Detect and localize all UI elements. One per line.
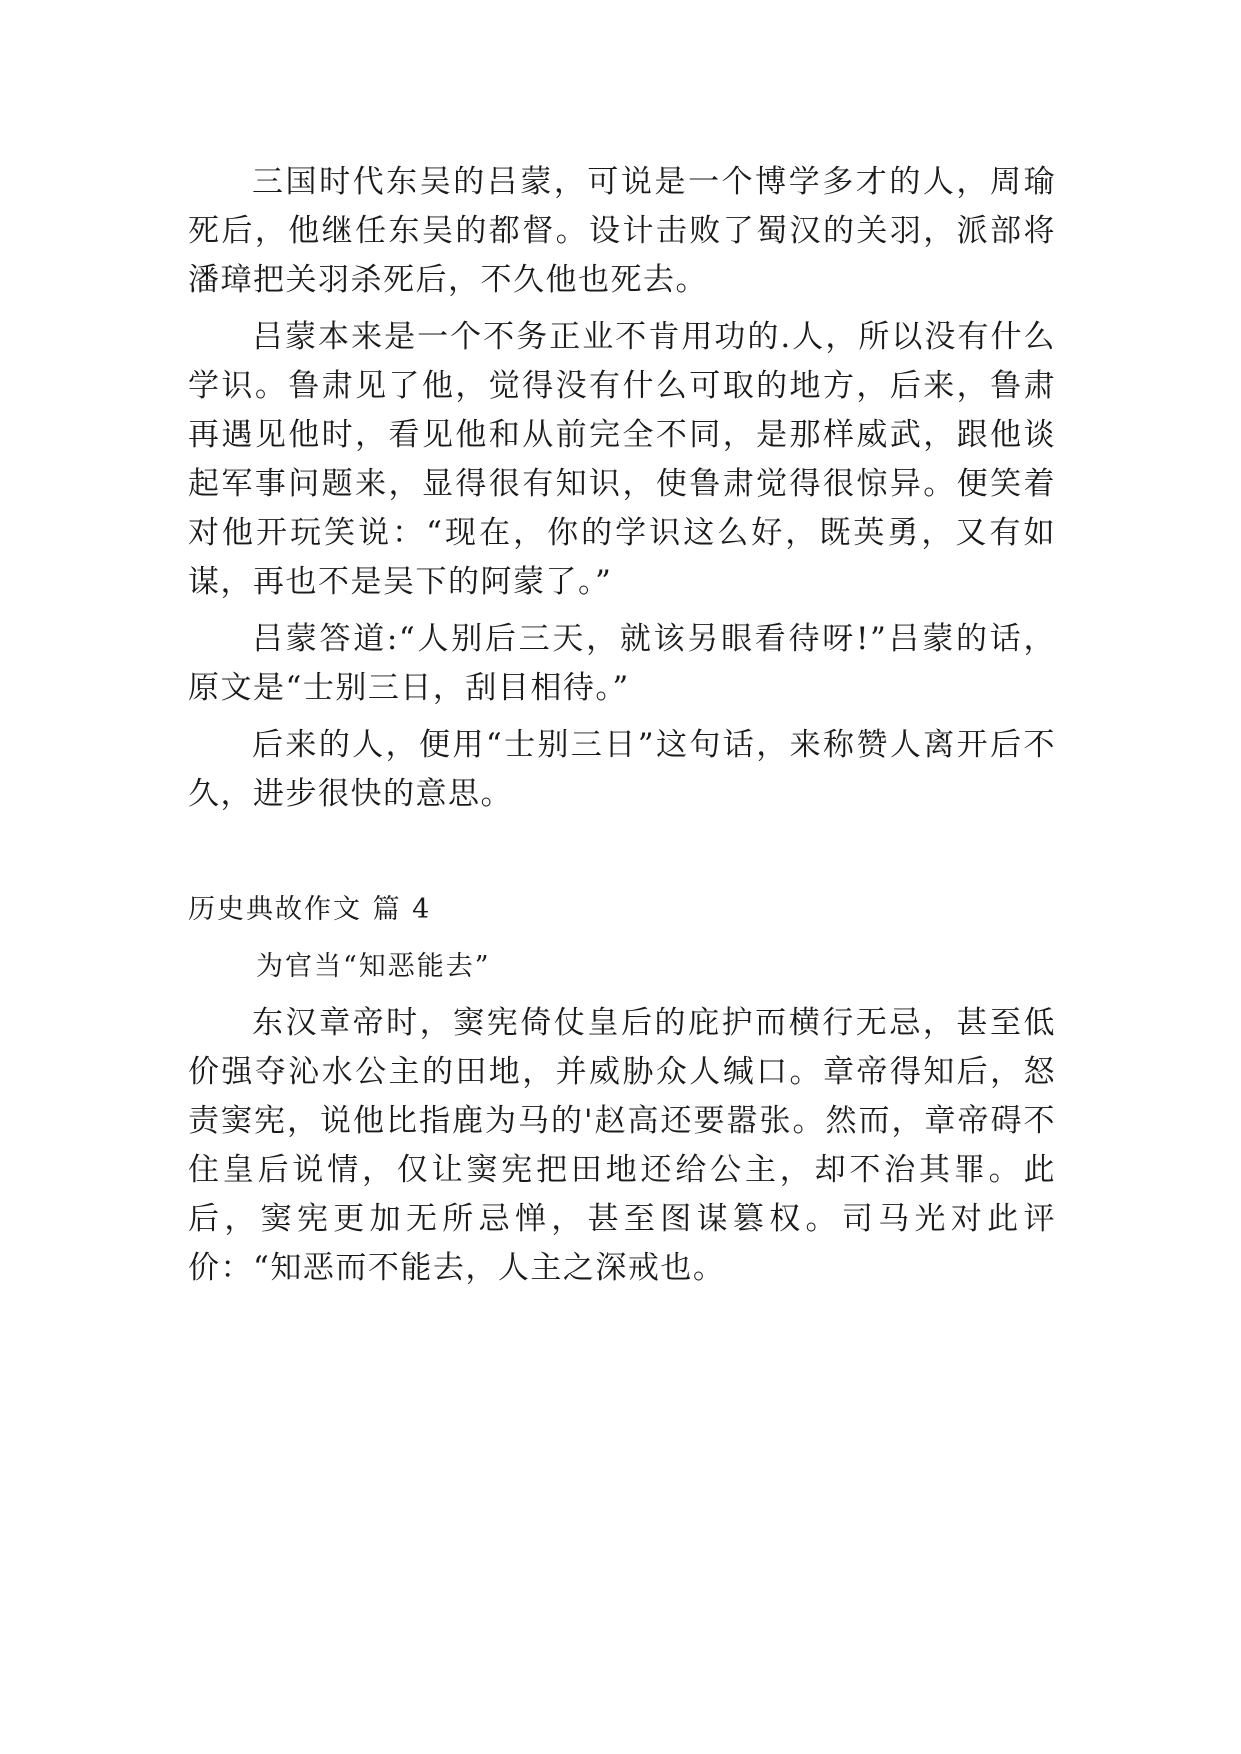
document-body [188, 158, 1056, 1301]
section-title: 历史典故作文 篇 4 [188, 894, 432, 925]
paragraph: 三国时代东吴的吕蒙，可说是一个博学多才的人，周瑜死后，他继任东吴的都督。设计击败了蜀汉的关羽，派部将潘璋把关羽杀死后，不久他也死去。 [188, 164, 1056, 298]
paragraph: 东汉章帝时，窦宪倚仗皇后的庇护而横行无忌，甚至低价强夺沁水公主的田地，并威胁众人缄口。章帝得知后，怒责窦宪，说他比指鹿为马的'赵高还要嚣张。然而，章帝碍不住皇后说情，仅让窦宪把田地还给公主，却不治其罪。此后，窦宪更加无所忌惮，甚至图谋篡权。司马光对此评价：“知恶而不能去，人主之深戒也。 [188, 1005, 1056, 1286]
paragraph: 吕蒙本来是一个不务正业不肯用功的.人，所以没有什么学识。鲁肃见了他，觉得没有什么可取的地方，后来，鲁肃再遇见他时，看见他和从前完全不同，是那样威武，跟他谈起军事问题来，显得很有知识，使鲁肃觉得很惊异。便笑着对他开玩笑说：“现在，你的学识这么好，既英勇，又有如谋，再也不是吴下的阿蒙了。” [188, 319, 1056, 600]
section-subtitle: 为官当“知恶能去” [256, 951, 491, 982]
paragraph: 后来的人，便用“士别三日”这句话，来称赞人离开后不久，进步很快的意思。 [188, 727, 1056, 812]
paragraph: 吕蒙答道:“人别后三天，就该另眼看待呀!”吕蒙的话，原文是“士别三日，刮目相待。” [188, 621, 1056, 706]
